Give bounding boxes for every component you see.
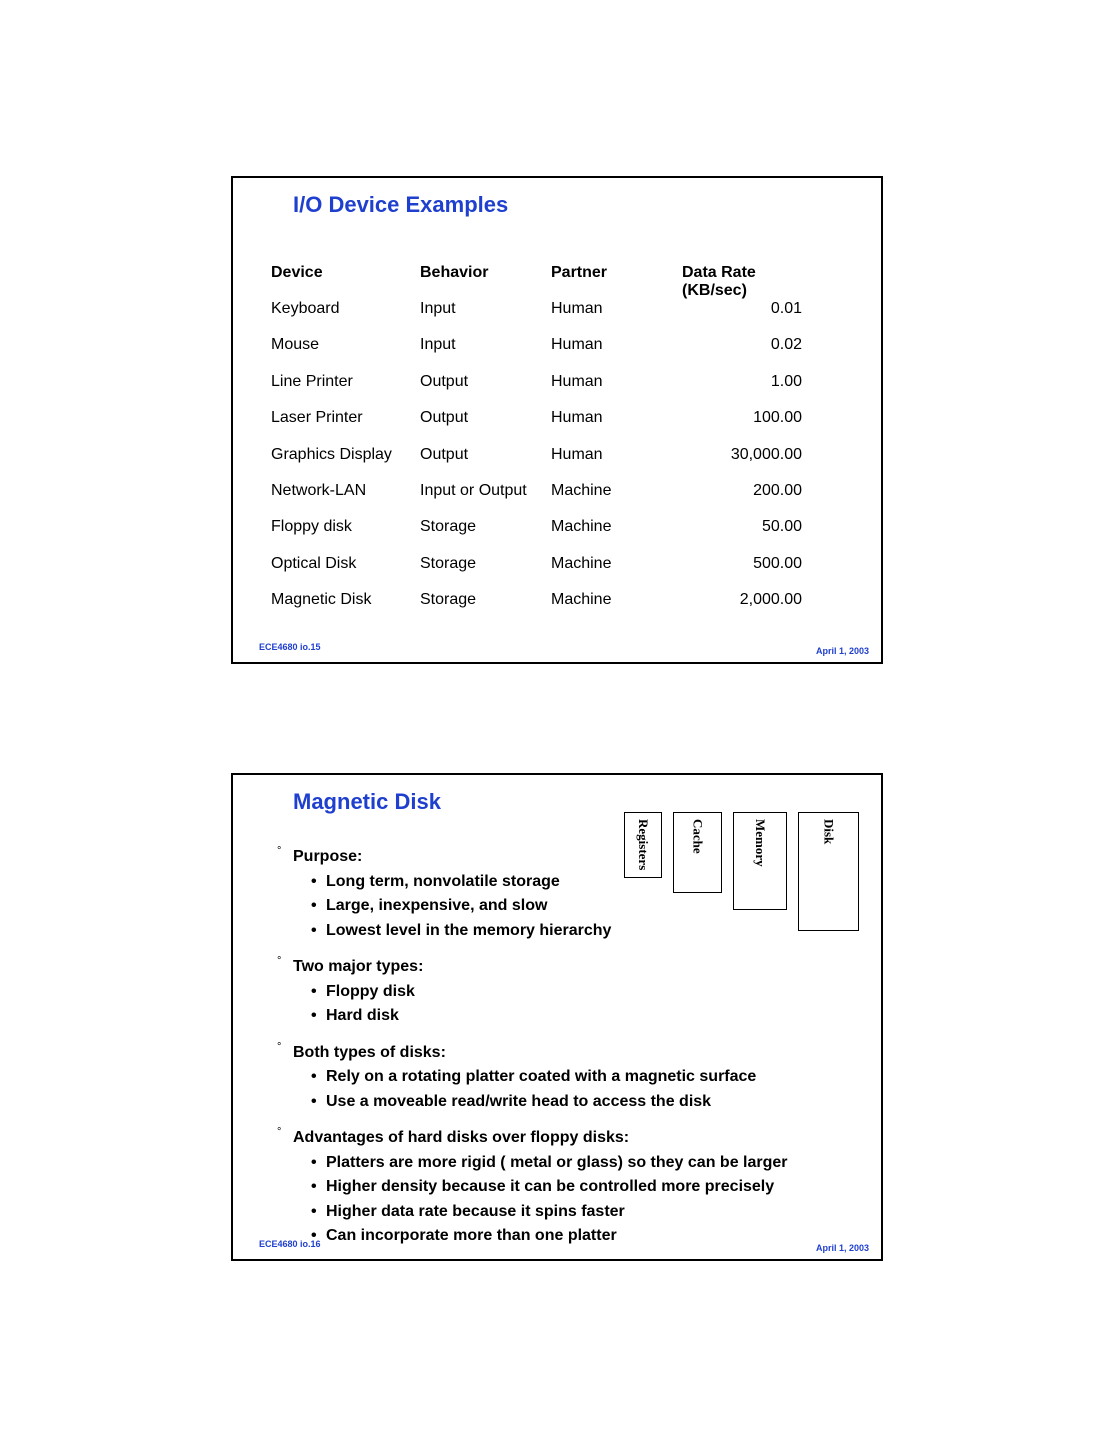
bullet-dot-icon: •	[311, 1092, 317, 1110]
sub-bullet-text: Rely on a rotating platter coated with a magnetic surface	[326, 1068, 757, 1085]
cell-device: Line Printer	[271, 372, 353, 390]
table-row	[271, 446, 802, 482]
sub-bullet	[277, 1090, 837, 1115]
hierarchy-label-registers: Registers	[636, 819, 651, 871]
cell-device: Graphics Display	[271, 445, 392, 463]
cell-partner: Human	[551, 372, 603, 390]
table-row	[271, 373, 802, 409]
table-row	[271, 482, 802, 518]
cell-device: Floppy disk	[271, 518, 352, 536]
table-row	[271, 300, 802, 336]
sub-bullet	[277, 870, 837, 895]
bullet-dot-icon: •	[311, 897, 317, 914]
bullet-group-both-types	[277, 1041, 837, 1115]
degree-bullet-icon: °	[277, 955, 282, 967]
bullet-list	[277, 845, 837, 1261]
cell-data-rate: 500.00	[753, 554, 802, 572]
sub-bullet	[277, 1065, 837, 1090]
cell-data-rate: 100.00	[753, 409, 802, 427]
table-row	[271, 555, 802, 591]
sub-bullet	[277, 1151, 837, 1176]
cell-behavior: Storage	[420, 554, 477, 572]
table-row	[271, 591, 802, 627]
cell-partner: Human	[551, 445, 603, 463]
slide-title: I/O Device Examples	[293, 192, 509, 217]
slide-footer-date: April 1, 2003	[815, 646, 869, 656]
slide-io-device-examples	[231, 176, 883, 664]
bullet-head-text: Advantages of hard disks over floppy disks:	[293, 1129, 630, 1146]
sub-bullet-text: Higher data rate because it spins faster	[326, 1202, 625, 1220]
bullet-dot-icon: •	[311, 921, 317, 939]
cell-data-rate: 0.02	[770, 336, 802, 354]
cell-device: Optical Disk	[271, 554, 357, 572]
column-header-device: Device	[271, 264, 323, 281]
sub-bullet-text: Platters are more rigid ( metal or glass) so they can be larger	[326, 1153, 788, 1171]
sub-bullet	[277, 1004, 837, 1029]
degree-bullet-icon: °	[277, 1040, 282, 1053]
cell-behavior: Input	[420, 300, 456, 317]
cell-behavior: Output	[420, 409, 469, 427]
cell-partner: Machine	[551, 518, 612, 536]
bullet-dot-icon: •	[311, 1068, 317, 1085]
cell-data-rate: 1.00	[770, 372, 802, 390]
cell-data-rate: 50.00	[761, 518, 802, 536]
bullet-dot-icon: •	[311, 1007, 317, 1024]
bullet-head	[277, 845, 837, 870]
cell-behavior: Storage	[420, 591, 477, 609]
table-header-row	[271, 264, 802, 300]
hierarchy-label-memory: Memory	[753, 819, 768, 867]
sub-bullet-text: Large, inexpensive, and slow	[326, 897, 548, 914]
sub-bullet	[277, 1200, 837, 1225]
cell-partner: Machine	[551, 554, 612, 572]
bullet-dot-icon: •	[311, 872, 317, 890]
bullet-dot-icon: •	[311, 1178, 317, 1195]
bullet-group-advantages	[277, 1126, 837, 1249]
cell-partner: Machine	[551, 591, 612, 609]
bullet-dot-icon: •	[311, 1153, 317, 1171]
sub-bullet	[277, 1224, 837, 1249]
sub-bullet	[277, 894, 837, 919]
bullet-head-text: Two major types:	[293, 958, 424, 975]
table-row	[271, 518, 802, 554]
bullet-head	[277, 955, 837, 980]
cell-data-rate: 200.00	[753, 481, 802, 499]
cell-behavior: Output	[420, 445, 469, 463]
column-header-behavior: Behavior	[420, 264, 489, 281]
bullet-dot-icon: •	[311, 1202, 317, 1220]
bullet-head	[277, 1041, 837, 1066]
slide-footer-course: ECE4680 io.15	[259, 642, 321, 652]
bullet-group-purpose	[277, 845, 837, 943]
table-row	[271, 336, 802, 372]
cell-behavior: Output	[420, 372, 469, 390]
degree-bullet-icon: °	[277, 845, 282, 857]
cell-partner: Human	[551, 336, 603, 354]
slide-magnetic-disk	[231, 773, 883, 1261]
cell-partner: Human	[551, 300, 603, 317]
cell-data-rate: 0.01	[770, 300, 802, 317]
hierarchy-label-cache: Cache	[690, 819, 706, 854]
sub-bullet-text: Floppy disk	[326, 982, 415, 1000]
sub-bullet	[277, 980, 837, 1005]
cell-device: Magnetic Disk	[271, 591, 372, 609]
sub-bullet-text: Hard disk	[326, 1007, 399, 1024]
sub-bullet-text: Can incorporate more than one platter	[326, 1227, 617, 1244]
sub-bullet-text: Use a moveable read/write head to access the disk	[326, 1092, 712, 1110]
column-header-partner: Partner	[551, 264, 608, 281]
bullet-head	[277, 1126, 837, 1151]
cell-behavior: Storage	[420, 518, 477, 536]
cell-device: Laser Printer	[271, 409, 363, 427]
cell-data-rate: 30,000.00	[730, 445, 802, 463]
cell-behavior: Input or Output	[420, 481, 527, 499]
column-header-data-rate: Data Rate (KB/sec)	[682, 264, 756, 299]
cell-partner: Human	[551, 409, 603, 427]
degree-bullet-icon: °	[277, 1126, 282, 1138]
sub-bullet-text: Lowest level in the memory hierarchy	[326, 921, 612, 939]
cell-device: Mouse	[271, 336, 320, 354]
bullet-head-text: Both types of disks:	[293, 1043, 446, 1061]
sub-bullet	[277, 919, 837, 944]
cell-data-rate: 2,000.00	[739, 591, 802, 609]
sub-bullet-text: Higher density because it can be controlled more precisely	[326, 1178, 775, 1195]
slide-title: Magnetic Disk	[293, 789, 441, 814]
io-device-table	[271, 264, 802, 628]
bullet-head-text: Purpose:	[293, 848, 363, 865]
cell-behavior: Input	[420, 336, 456, 354]
sub-bullet-text: Long term, nonvolatile storage	[326, 872, 560, 890]
cell-device: Keyboard	[271, 300, 340, 317]
sub-bullet	[277, 1175, 837, 1200]
slide-footer-course: ECE4680 io.16	[259, 1239, 321, 1249]
bullet-dot-icon: •	[311, 1227, 317, 1244]
cell-device: Network-LAN	[271, 481, 367, 499]
cell-partner: Machine	[551, 481, 612, 499]
hierarchy-label-disk: Disk	[821, 819, 837, 845]
bullet-group-major-types	[277, 955, 837, 1029]
slide-footer-date: April 1, 2003	[815, 1243, 869, 1253]
table-row	[271, 409, 802, 445]
bullet-dot-icon: •	[311, 982, 317, 1000]
